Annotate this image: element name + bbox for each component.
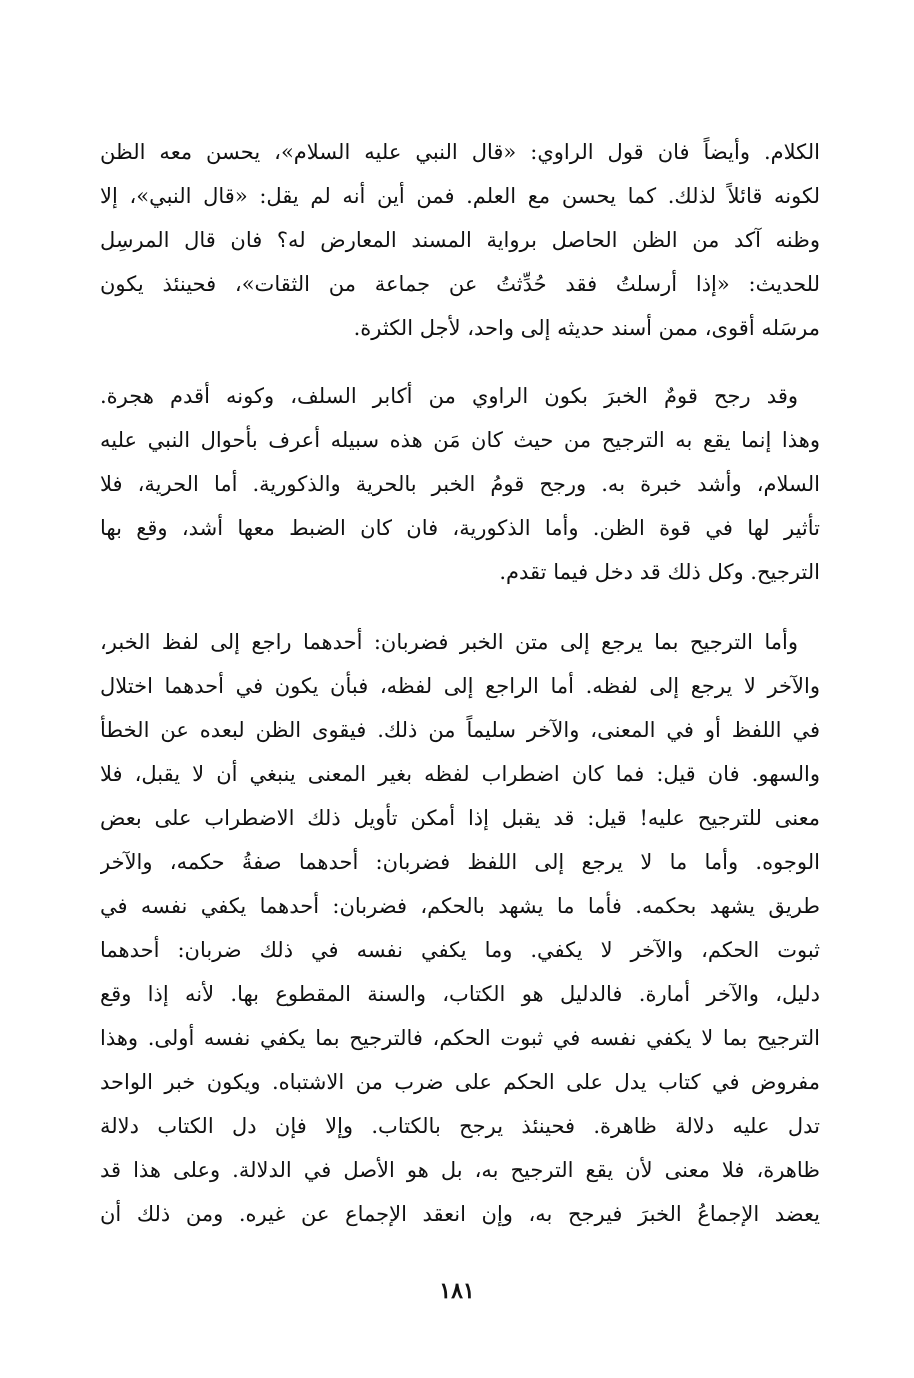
text-line: دليل، والآخر أمارة. فالدليل هو الكتاب، والسنة المقطوع بها. لأنه إذا وقع [100, 982, 820, 1006]
text-line: وأما الترجيح بما يرجع إلى متن الخبر فضربان: أحدهما راجع إلى لفظ الخبر، [100, 630, 798, 654]
text-line: وقد رجح قومٌ الخبرَ بكون الراوي من أكابر السلف، وكونه أقدم هجرة. [100, 384, 798, 408]
paragraph-1 [100, 130, 820, 350]
text-line: تدل عليه دلالة ظاهرة. فحينئذ يرجح بالكتاب. وإلا فإن دل الكتاب دلالة [100, 1114, 820, 1138]
text-line: والسهو. فان قيل: فما كان اضطراب لفظه بغير المعنى ينبغي أن لا يقبل، فلا [100, 762, 820, 786]
paragraph-2 [100, 374, 820, 594]
text-line: تأثير لها في قوة الظن. وأما الذكورية، فان كان الضبط معها أشد، وقع بها [100, 516, 820, 540]
text-line: يعضد الإجماعُ الخبرَ فيرجح به، وإن انعقد الإجماع عن غيره. ومن ذلك أن [100, 1202, 820, 1226]
text-line: والآخر لا يرجع إلى لفظه. أما الراجع إلى لفظه، فبأن يكون في أحدهما اختلال [100, 674, 820, 698]
text-line: الوجوه. وأما ما لا يرجع إلى اللفظ فضربان: أحدهما صفةُ حكمه، والآخر [100, 850, 820, 874]
text-line: وهذا إنما يقع به الترجيح من حيث كان مَن هذه سبيله أعرف بأحوال النبي عليه [100, 428, 820, 452]
text-line: لكونه قائلاً لذلك. كما يحسن مع العلم. فمن أين أنه لم يقل: «قال النبي»، إلا [100, 184, 820, 208]
text-line: مرسَله أقوى، ممن أسند حديثه إلى واحد، لأجل الكثرة. [353, 316, 820, 340]
text-line: الكلام. وأيضاً فان قول الراوي: «قال النبي عليه السلام»، يحسن معه الظن [100, 140, 820, 164]
text-line: معنى للترجيح عليه! قيل: قد يقبل إذا أمكن تأويل ذلك الاضطراب على بعض [100, 806, 820, 830]
text-line: الترجيح بما لا يكفي نفسه في ثبوت الحكم، فالترجيح بما يكفي نفسه أولى. وهذا [100, 1026, 820, 1050]
text-line: وظنه آكد من الظن الحاصل برواية المسند المعارض له؟ فان قال المرسِل [100, 228, 820, 252]
page-number: ١٨١ [439, 1278, 475, 1304]
text-line: ظاهرة، فلا معنى لأن يقع الترجيح به، بل هو الأصل في الدلالة. وعلى هذا قد [100, 1158, 820, 1182]
text-line: طريق يشهد بحكمه. فأما ما يشهد بالحكم، فضربان: أحدهما يكفي نفسه في [100, 894, 820, 918]
text-line: ثبوت الحكم، والآخر لا يكفي. وما يكفي نفسه في ذلك ضربان: أحدهما [100, 938, 820, 962]
text-line: للحديث: «إذا أرسلتُ فقد حُدِّثتُ عن جماعة من الثقات»، فحينئذ يكون [100, 272, 820, 296]
text-line: مفروض في كتاب يدل على الحكم على ضرب من الاشتباه. ويكون خبر الواحد [100, 1070, 820, 1094]
text-line: في اللفظ أو في المعنى، والآخر سليماً من ذلك. فيقوى الظن لبعده عن الخطأ [100, 718, 820, 742]
text-line: السلام، وأشد خبرة به. ورجح قومُ الخبر بالحرية والذكورية. أما الحرية، فلا [100, 472, 820, 496]
paragraph-3 [100, 620, 820, 1236]
text-line: الترجيح. وكل ذلك قد دخل فيما تقدم. [499, 560, 820, 584]
